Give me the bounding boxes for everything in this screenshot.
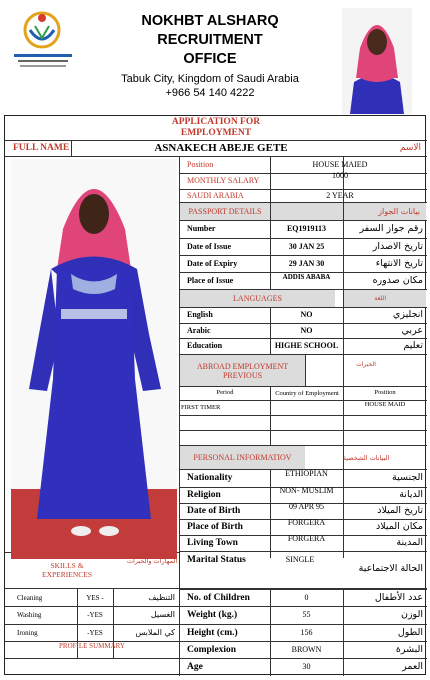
issue-date-label-ar: تاريخ الاصدار <box>372 240 423 252</box>
company-name-line1: NOKHBT ALSHARQ <box>141 13 279 29</box>
personal-section-en: PERSONAL INFORMATIOV <box>180 446 305 469</box>
weight-label: Weight (kg.) <box>187 610 238 620</box>
skill-ironing-label-ar: كي الملابس <box>135 627 175 637</box>
abroad-col-country: Country of Employment <box>275 389 339 397</box>
company-name-line2: RECRUITMENT <box>157 32 263 48</box>
living-town-label-ar: المدينة <box>396 537 423 548</box>
skill-washing-value: -YES <box>87 611 103 619</box>
company-name <box>80 12 340 69</box>
religion-label-ar: الديانة <box>399 489 423 500</box>
company-logo <box>8 8 78 78</box>
country-label: SAUDI ARABIA <box>187 190 244 200</box>
issue-date-label: Date of Issue <box>187 241 231 251</box>
full-body-photo <box>11 159 177 559</box>
salary-value: 1000 <box>332 171 348 180</box>
religion-value: NON- MUSLIM <box>279 486 334 495</box>
skill-ironing-value: -YES <box>87 628 103 637</box>
nationality-value: ETHIOPIAN <box>285 469 328 478</box>
passport-photo <box>342 8 412 114</box>
issue-date-value: 30 JAN 25 <box>288 241 325 251</box>
weight-label-ar: الوزن <box>400 609 423 620</box>
english-label-ar: انجليزي <box>392 309 423 320</box>
skills-section-en: SKILLS & EXPERIENCES <box>42 561 93 579</box>
country-value: 2 YEAR <box>326 190 354 200</box>
children-value: 0 <box>304 592 309 602</box>
application-form <box>4 115 426 675</box>
skill-cleaning-label-ar: التنظيف <box>148 592 175 602</box>
position-value: HOUSE MAIED <box>312 159 368 169</box>
company-name-line3: OFFICE <box>183 51 237 67</box>
living-town-label: Living Town <box>187 538 238 548</box>
form-title-line2: EMPLOYMENT <box>180 128 252 138</box>
birth-date-value: 09 APR 95 <box>288 502 325 511</box>
age-value: 30 <box>302 662 311 671</box>
birth-place-label: Place of Birth <box>187 522 243 532</box>
living-town-value: FORGERA <box>287 534 326 543</box>
personal-section-ar: البيانات الشخصية <box>342 453 390 462</box>
english-label: English <box>187 310 213 319</box>
full-name-label-ar: الاسم <box>399 143 421 153</box>
form-title-line1: APPLICATION FOR <box>171 117 261 127</box>
education-label-ar: تعليم <box>403 340 423 351</box>
arabic-value: NO <box>300 325 313 335</box>
height-label-ar: الطول <box>397 626 423 638</box>
full-name-label: FULL NAME <box>13 143 70 153</box>
skill-cleaning-value: YES - <box>86 593 104 602</box>
issue-place-label-ar: مكان صدوره <box>372 274 423 286</box>
religion-label: Religion <box>187 490 221 500</box>
english-value: NO <box>300 310 313 319</box>
marital-status-label: Marital Status <box>187 555 246 565</box>
abroad-col-position: Position <box>374 389 396 396</box>
nationality-label: Nationality <box>187 473 233 483</box>
skill-ironing-label: Ironing <box>17 628 38 637</box>
expiry-date-label-ar: تاريخ الانتهاء <box>375 257 423 269</box>
height-value: 156 <box>300 627 313 637</box>
skill-washing-label-ar: الغسيل <box>150 610 175 619</box>
birth-place-value: FORGERA <box>287 518 326 527</box>
languages-section-en: LANGUAGES <box>180 290 335 307</box>
nationality-label-ar: الجنسية <box>392 472 423 483</box>
passport-section-en: PASSPORT DETAILS <box>180 203 270 220</box>
education-label: Education <box>187 341 223 350</box>
passport-number-label: Number <box>187 224 216 233</box>
complexion-value: BROWN <box>291 644 322 654</box>
skills-section-ar: المهارات والخبرات <box>126 557 178 565</box>
skill-cleaning-label: Cleaning <box>17 593 43 602</box>
complexion-label: Complexion <box>187 644 237 655</box>
abroad-section-en: ABROAD EMPLOYMENT PREVIOUS <box>180 355 305 386</box>
birth-date-label: Date of Birth <box>187 506 241 516</box>
abroad-row1-period: FIRST TIMER <box>181 404 221 411</box>
arabic-label-ar: عربي <box>401 324 423 336</box>
full-name-value: ASNAKECH ABEJE GETE <box>154 142 288 154</box>
age-label: Age <box>187 662 203 672</box>
languages-section-ar: اللغة <box>344 290 426 307</box>
height-label: Height (cm.) <box>187 627 238 638</box>
expiry-date-value: 29 JAN 30 <box>288 258 325 268</box>
company-address <box>80 72 340 100</box>
arabic-label: Arabic <box>187 325 211 335</box>
passport-section-gap <box>271 203 343 220</box>
marital-status-label-ar: الحالة الاجتماعية <box>358 563 423 574</box>
passport-number-value: EQ1919113 <box>286 224 327 233</box>
age-label-ar: العمر <box>402 661 423 672</box>
phone-text: +966 54 140 4222 <box>165 87 255 99</box>
birth-date-label-ar: تاريخ الميلاد <box>377 505 423 516</box>
marital-status-value: SINGLE <box>285 555 315 564</box>
salary-label: MONTHLY SALARY <box>187 176 260 185</box>
abroad-row1-position: HOUSE MAID <box>364 401 406 408</box>
issue-place-value: ADDIS ABABA <box>282 272 331 281</box>
complexion-label-ar: البشرة <box>395 643 423 655</box>
children-label-ar: عدد الأطفال <box>374 591 423 603</box>
abroad-section-ar: الخبرات <box>356 361 376 368</box>
issue-place-label: Place of Issue <box>187 275 234 285</box>
abroad-col-period: Period <box>216 389 234 396</box>
children-label: No. of Children <box>187 592 250 603</box>
position-label: Position <box>187 159 214 169</box>
address-text: Tabuk City, Kingdom of Saudi Arabia <box>121 73 299 85</box>
passport-number-label-ar: رقم جواز السفر <box>359 223 423 234</box>
form-title <box>5 116 427 140</box>
skill-washing-label: Washing <box>17 611 42 619</box>
weight-value: 55 <box>302 610 311 619</box>
profile-summary-label: PROFILE SUMMARY <box>59 642 125 650</box>
birth-place-label-ar: مكان الميلاد <box>375 521 423 532</box>
education-value: HIGHE SCHOOL <box>274 341 339 350</box>
expiry-date-label: Date of Expiry <box>187 258 238 268</box>
passport-section-ar: بيانات الجواز <box>344 203 426 220</box>
